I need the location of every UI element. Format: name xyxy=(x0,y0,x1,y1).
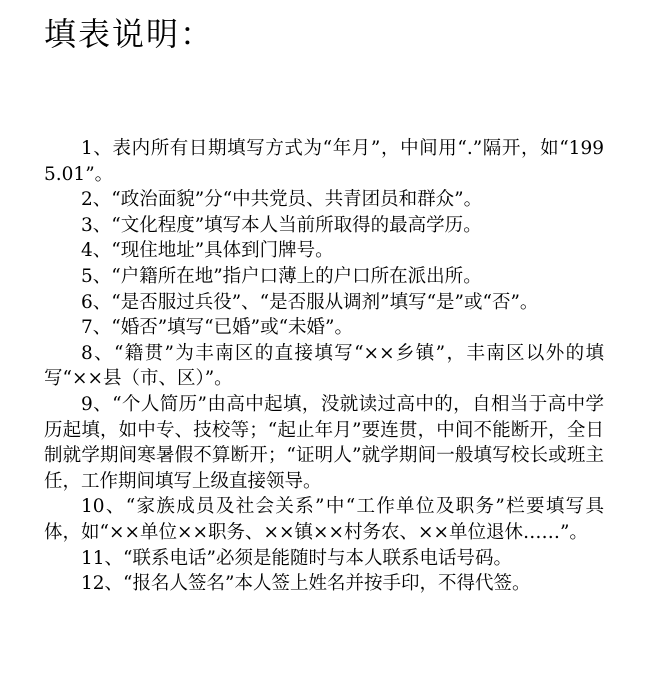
instruction-item-4: 4、“现住地址”具体到门牌号。 xyxy=(81,240,334,262)
instruction-item-2: 2、“政治面貌”分“中共党员、共青团员和群众”。 xyxy=(81,189,483,211)
instruction-item-10: 10、“家族成员及社会关系”中“工作单位及职务”栏要填写具体，如“××单位××职务、××镇××村务农、××单位退休……”。 xyxy=(44,496,604,543)
instruction-item-6: 6、“是否服过兵役”、“是否服从调剂”填写“是”或“否”。 xyxy=(81,291,539,313)
instruction-list xyxy=(44,136,604,597)
instruction-item-12: 12、“报名人签名”本人签上姓名并按手印，不得代签。 xyxy=(81,573,531,595)
instruction-item-9: 9、“个人简历”由高中起填，没就读过高中的，自相当于高中学历起填，如中专、技校等；“起止年月”要连贯，中间不能断开，全日制就学期间寒暑假不算断开；“证明人”就学期间一般填写校长或班主任，工作期间填写上级直接领导。 xyxy=(44,393,604,492)
instruction-item-8: 8、“籍贯”为丰南区的直接填写“××乡镇”，丰南区以外的填写“××县（市、区）”。 xyxy=(44,342,604,390)
instruction-item-7: 7、“婚否”填写“已婚”或“未婚”。 xyxy=(81,317,354,339)
instruction-item-3: 3、“文化程度”填写本人当前所取得的最高学历。 xyxy=(81,214,482,236)
instruction-item-11: 11、“联系电话”必须是能随时与本人联系电话号码。 xyxy=(81,547,512,569)
page-title: 填表说明： xyxy=(44,15,215,53)
instruction-item-5: 5、“户籍所在地”指户口薄上的户口所在派出所。 xyxy=(81,265,482,287)
instruction-item-1: 1、表内所有日期填写方式为“年月”，中间用“.”隔开，如“1995.01”。 xyxy=(44,138,604,185)
